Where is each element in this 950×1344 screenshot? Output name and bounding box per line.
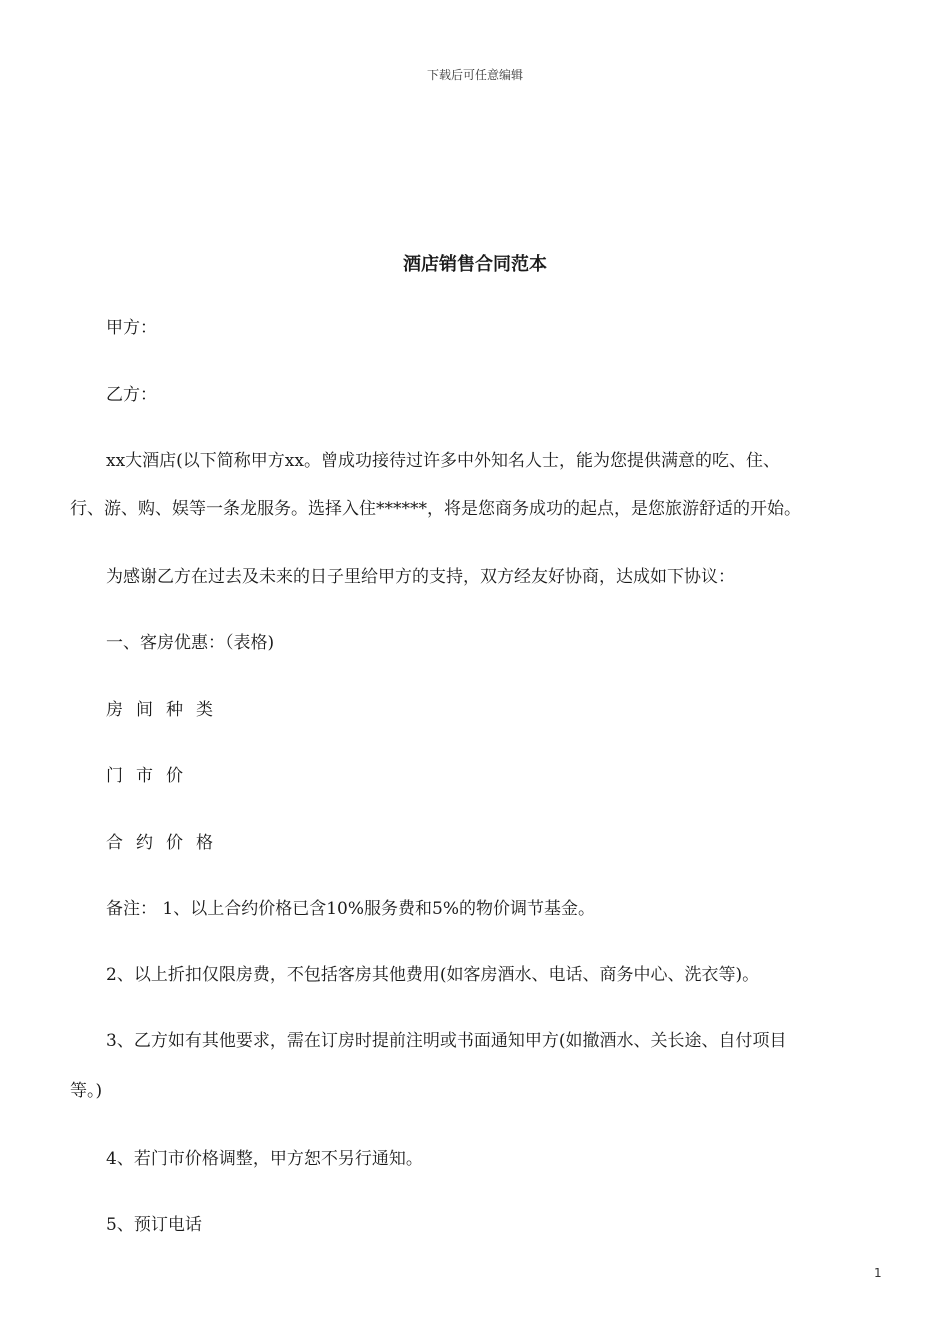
intro-paragraph-line2: 行、游、购、娱等一条龙服务。选择入住******，将是您商务成功的起点，是您旅游舒适的开始。 bbox=[70, 499, 801, 519]
document-title: 酒店销售合同范本 bbox=[403, 254, 547, 275]
note-item-5: 5、预订电话 bbox=[106, 1215, 202, 1235]
party-a-label: 甲方： bbox=[106, 318, 157, 338]
party-b-label: 乙方： bbox=[106, 385, 157, 405]
note-item-2: 2、以上折扣仅限房费，不包括客房其他费用(如客房酒水、电话、商务中心、洗衣等)。 bbox=[106, 965, 760, 985]
table-header-contract-price: 合约价格 bbox=[106, 833, 226, 853]
note-item-3-line2: 等。) bbox=[70, 1081, 103, 1101]
section-one-heading: 一、客房优惠：（表格) bbox=[106, 633, 275, 653]
note-item-3-line1: 3、乙方如有其他要求，需在订房时提前注明或书面通知甲方(如撤酒水、关长途、自付项目 bbox=[106, 1031, 787, 1051]
note-item-1: 备注： 1、以上合约价格已含10%服务费和5%的物价调节基金。 bbox=[106, 899, 595, 919]
intro-paragraph-line1: xx大酒店(以下简称甲方xx。曾成功接待过许多中外知名人士，能为您提供满意的吃、住、 bbox=[106, 451, 780, 471]
header-note: 下载后可任意编辑 bbox=[426, 68, 523, 82]
note-item-4: 4、若门市价格调整，甲方恕不另行通知。 bbox=[106, 1149, 423, 1169]
agreement-paragraph: 为感谢乙方在过去及未来的日子里给甲方的支持，双方经友好协商，达成如下协议： bbox=[106, 567, 735, 587]
table-header-rack-rate: 门市价 bbox=[106, 766, 196, 786]
table-header-room-type: 房间种类 bbox=[106, 700, 226, 720]
page-number: 1 bbox=[874, 1266, 882, 1280]
